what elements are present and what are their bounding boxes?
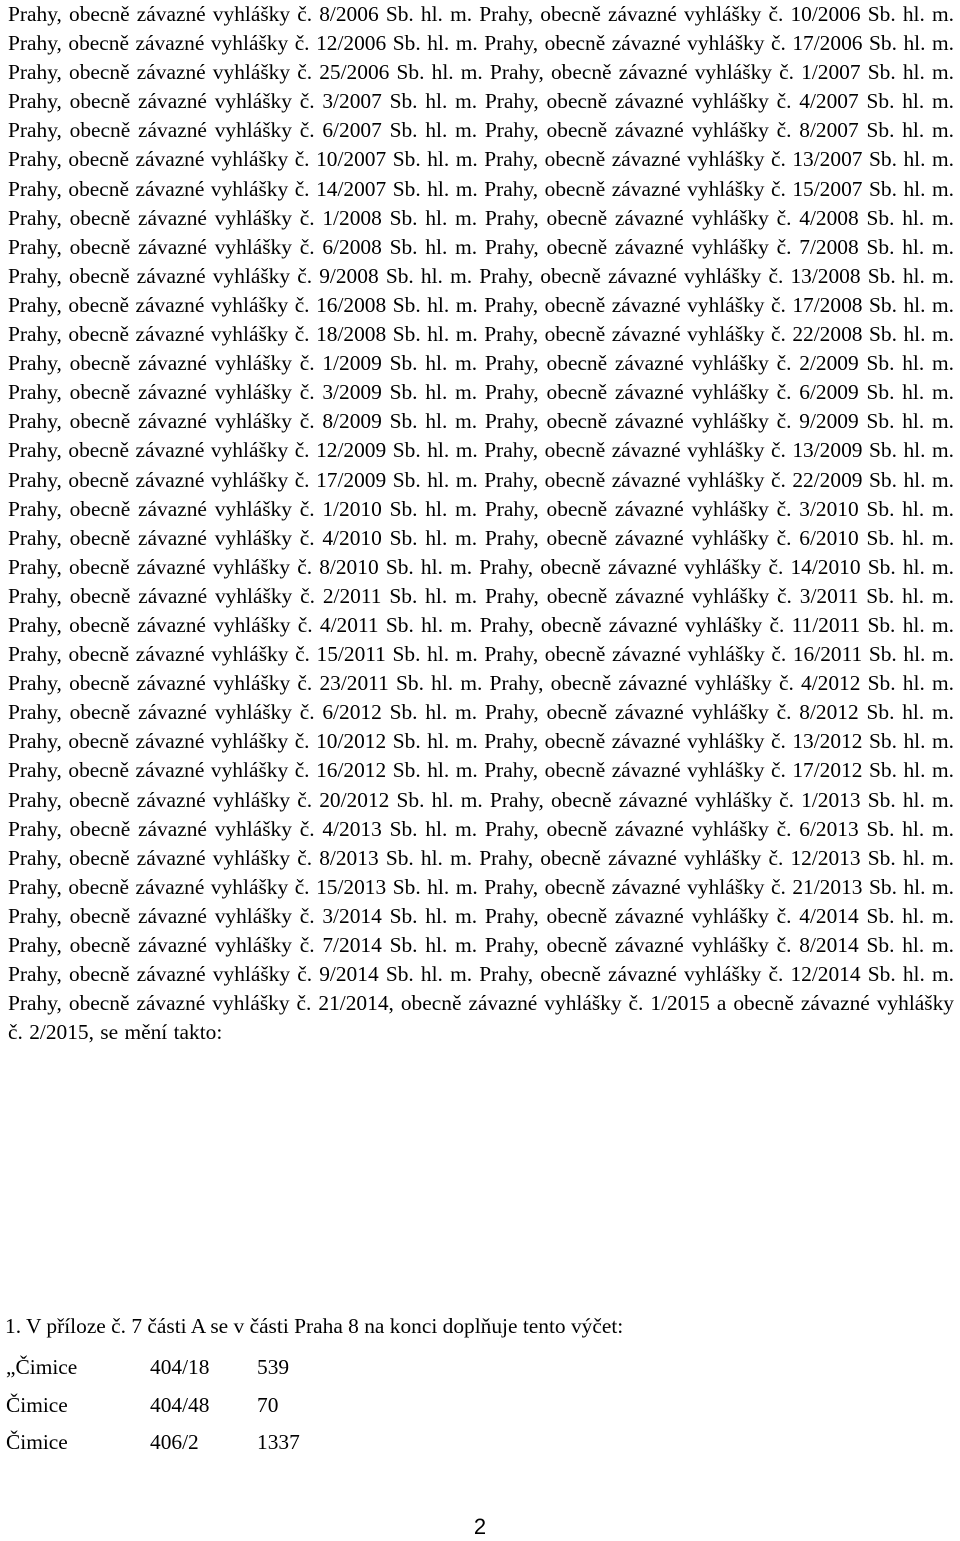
table-row (6, 1387, 337, 1425)
parcel-number-cell: 404/48 (150, 1392, 210, 1417)
page-number: 2 (473, 1514, 487, 1539)
parcel-number-cell: 406/2 (150, 1430, 199, 1455)
amendment-point-1: 1. V příloze č. 7 části A se v části Praha 8 na konci doplňuje tento výčet: (5, 1314, 624, 1338)
parcel-table (6, 1349, 337, 1462)
table-row (6, 1349, 337, 1387)
regulation-list-paragraph: Prahy, obecně závazné vyhlášky č. 8/2006 Sb. hl. m. Prahy, obecně závazné vyhlášky č. 10/2006 Sb. hl. m. Prahy, obecně závazné vyhlášky č. 12/2006 Sb. hl. m. Prahy, obecně závazné vyhlášky č. 17/2006 Sb. hl. m. Prahy, obecně závazné vyhlášky č. 25/2006 Sb. hl. m. Prahy, obecně závazné vyhlášky č. 1/2007 Sb. hl. m. Prahy, obecně závazné vyhlášky č. 3/2007 Sb. hl. m. Prahy, obecně závazné vyhlášky č. 4/2007 Sb. hl. m. Prahy, obecně závazné vyhlášky č. 6/2007 Sb. hl. m. Prahy, obecně závazné vyhlášky č. 8/2007 Sb. hl. m. Prahy, obecně závazné vyhlášky č. 10/2007 Sb. hl. m. Prahy, obecně závazné vyhlášky č. 13/2007 Sb. hl. m. Prahy, obecně závazné vyhlášky č. 14/2007 Sb. hl. m. Prahy, obecně závazné vyhlášky č. 15/2007 Sb. hl. m. Prahy, obecně závazné vyhlášky č. 1/2008 Sb. hl. m. Prahy, obecně závazné vyhlášky č. 4/2008 Sb. hl. m. Prahy, obecně závazné vyhlášky č. 6/2008 Sb. hl. m. Prahy, obecně závazné vyhlášky č. 7/2008 Sb. hl. m. Prahy, obecně závazné vyhlášky č. 9/2008 Sb. hl. m. Prahy, obecně závazné vyhlášky č. 13/2008 Sb. hl. m. Prahy, obecně závazné vyhlášky č. 16/2008 Sb. hl. m. Prahy, obecně závazné vyhlášky č. 17/2008 Sb. hl. m. Prahy, obecně závazné vyhlášky č. 18/2008 Sb. hl. m. Prahy, obecně závazné vyhlášky č. 22/2008 Sb. hl. m. Prahy, obecně závazné vyhlášky č. 1/2009 Sb. hl. m. Prahy, obecně závazné vyhlášky č. 2/2009 Sb. hl. m. Prahy, obecně závazné vyhlášky č. 3/2009 Sb. hl. m. Prahy, obecně závazné vyhlášky č. 6/2009 Sb. hl. m. Prahy, obecně závazné vyhlášky č. 8/2009 Sb. hl. m. Prahy, obecně závazné vyhlášky č. 9/2009 Sb. hl. m. Prahy, obecně závazné vyhlášky č. 12/2009 Sb. hl. m. Prahy, obecně závazné vyhlášky č. 13/2009 Sb. hl. m. Prahy, obecně závazné vyhlášky č. 17/2009 Sb. hl. m. Prahy, obecně závazné vyhlášky č. 22/2009 Sb. hl. m. Prahy, obecně závazné vyhlášky č. 1/2010 Sb. hl. m. Prahy, obecně závazné vyhlášky č. 3/2010 Sb. hl. m. Prahy, obecně závazné vyhlášky č. 4/2010 Sb. hl. m. Prahy, obecně závazné vyhlášky č. 6/2010 Sb. hl. m. Prahy, obecně závazné vyhlášky č. 8/2010 Sb. hl. m. Prahy, obecně závazné vyhlášky č. 14/2010 Sb. hl. m. Prahy, obecně závazné vyhlášky č. 2/2011 Sb. hl. m. Prahy, obecně závazné vyhlášky č. 3/2011 Sb. hl. m. Prahy, obecně závazné vyhlášky č. 4/2011 Sb. hl. m. Prahy, obecně závazné vyhlášky č. 11/2011 Sb. hl. m. Prahy, obecně závazné vyhlášky č. 15/2011 Sb. hl. m. Prahy, obecně závazné vyhlášky č. 16/2011 Sb. hl. m. Prahy, obecně závazné vyhlášky č. 23/2011 Sb. hl. m. Prahy, obecně závazné vyhlášky č. 4/2012 Sb. hl. m. Prahy, obecně závazné vyhlášky č. 6/2012 Sb. hl. m. Prahy, obecně závazné vyhlášky č. 8/2012 Sb. hl. m. Prahy, obecně závazné vyhlášky č. 10/2012 Sb. hl. m. Prahy, obecně závazné vyhlášky č. 13/2012 Sb. hl. m. Prahy, obecně závazné vyhlášky č. 16/2012 Sb. hl. m. Prahy, obecně závazné vyhlášky č. 17/2012 Sb. hl. m. Prahy, obecně závazné vyhlášky č. 20/2012 Sb. hl. m. Prahy, obecně závazné vyhlášky č. 1/2013 Sb. hl. m. Prahy, obecně závazné vyhlášky č. 4/2013 Sb. hl. m. Prahy, obecně závazné vyhlášky č. 6/2013 Sb. hl. m. Prahy, obecně závazné vyhlášky č. 8/2013 Sb. hl. m. Prahy, obecně závazné vyhlášky č. 12/2013 Sb. hl. m. Prahy, obecně závazné vyhlášky č. 15/2013 Sb. hl. m. Prahy, obecně závazné vyhlášky č. 21/2013 Sb. hl. m. Prahy, obecně závazné vyhlášky č. 3/2014 Sb. hl. m. Prahy, obecně závazné vyhlášky č. 4/2014 Sb. hl. m. Prahy, obecně závazné vyhlášky č. 7/2014 Sb. hl. m. Prahy, obecně závazné vyhlášky č. 8/2014 Sb. hl. m. Prahy, obecně závazné vyhlášky č. 9/2014 Sb. hl. m. Prahy, obecně závazné vyhlášky č. 12/2014 Sb. hl. m. Prahy, obecně závazné vyhlášky č. 21/2014, obecně závazné vyhlášky č. 1/2015 a obecně závazné vyhlášky č. 2/2015, se mění takto: (8, 2, 954, 1045)
table-row (6, 1424, 337, 1462)
cadastral-area-cell: „Čimice (6, 1355, 78, 1380)
parcel-area-cell: 70 (257, 1392, 279, 1417)
cadastral-area-cell: Čimice (6, 1392, 68, 1417)
cadastral-area-cell: Čimice (6, 1430, 68, 1455)
parcel-area-cell: 539 (257, 1355, 290, 1380)
parcel-number-cell: 404/18 (150, 1355, 210, 1380)
parcel-area-cell: 1337 (257, 1430, 300, 1455)
